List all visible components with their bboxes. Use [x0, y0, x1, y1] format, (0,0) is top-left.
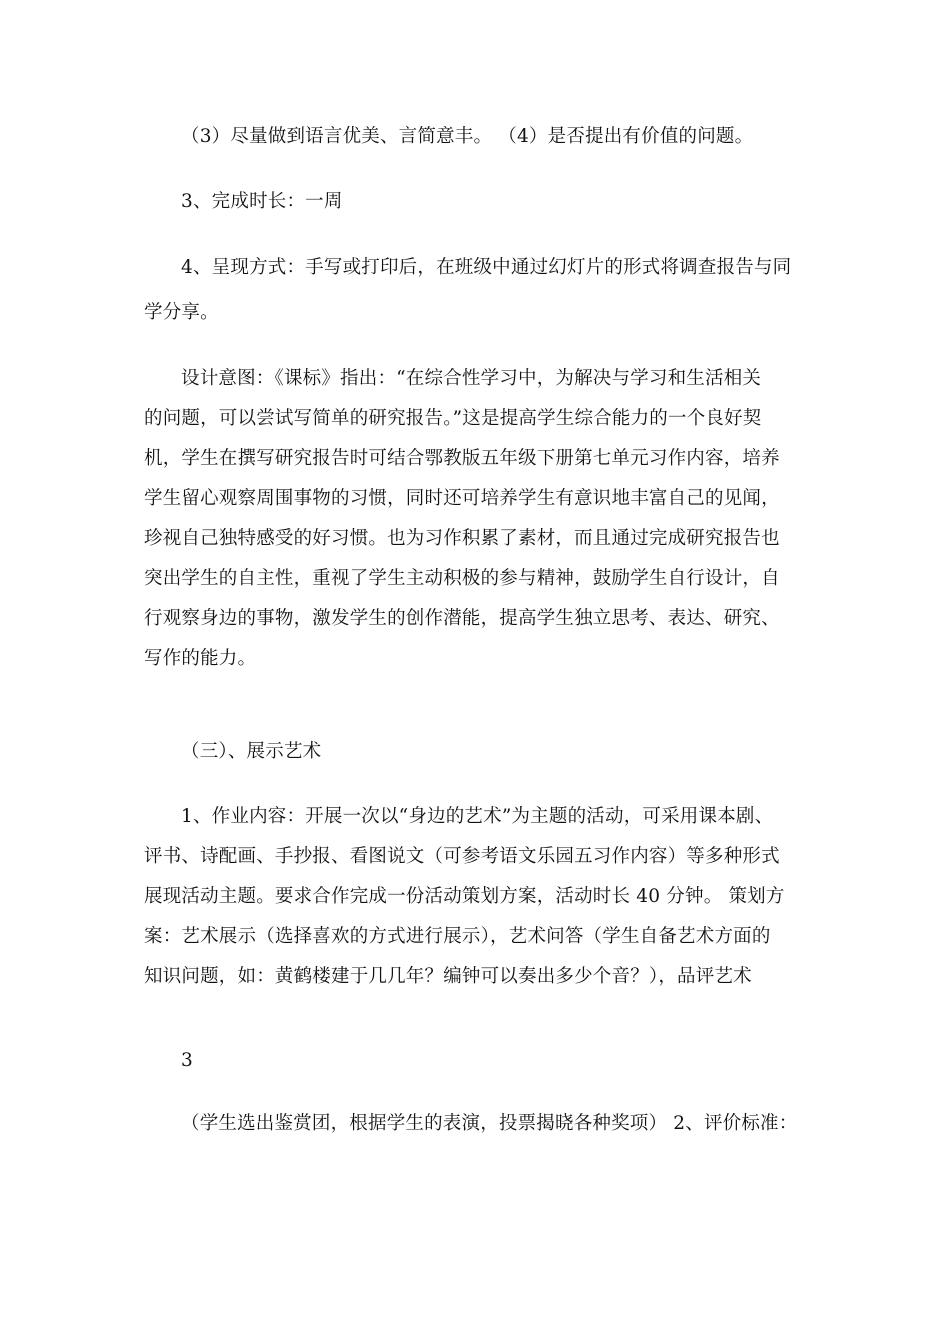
duration-line: 3、完成时长：一周	[181, 191, 343, 212]
task-line: 1、作业内容：开展一次以“身边的艺术”为主题的活动，可采用课本剧、	[181, 806, 774, 827]
task-paragraph	[144, 797, 809, 997]
design-intent-paragraph	[144, 359, 809, 679]
design-intent-line: 突出学生的自主性，重视了学生主动积极的参与精神，鼓励学生自行设计，自	[144, 568, 780, 589]
task-line: 案：艺术展示（选择喜欢的方式进行展示），艺术问答（学生自备艺术方面的	[144, 926, 771, 947]
design-intent-line: 的问题，可以尝试写简单的研究报告。”这是提高学生综合能力的一个良好契	[144, 408, 762, 429]
design-intent-line: 行观察身边的事物，激发学生的创作潜能，提高学生独立思考、表达、研究、	[144, 608, 780, 629]
design-intent-line: 写作的能力。	[144, 648, 257, 669]
presentation-line-cont: 学分享。	[144, 302, 219, 323]
page-number: 3	[181, 1050, 193, 1071]
section-heading: （三）、展示艺术	[181, 741, 322, 762]
task-line: 展现活动主题。要求合作完成一份活动策划方案，活动时长 40 分钟。 策划方	[144, 886, 785, 907]
design-intent-line: 设计意图：《课标》指出：“在综合性学习中，为解决与学习和生活相关	[181, 368, 762, 389]
design-intent-line: 珍视自己独特感受的好习惯。也为习作积累了素材，而且通过完成研究报告也	[144, 528, 780, 549]
presentation-line: 4、呈现方式：手写或打印后，在班级中通过幻灯片的形式将调查报告与同	[181, 257, 792, 278]
task-line: 知识问题，如：黄鹤楼建于几几年？编钟可以奏出多少个音？），品评艺术	[144, 966, 752, 987]
task-line: 评书、诗配画、手抄报、看图说文（可参考语文乐园五习作内容）等多种形式	[144, 846, 780, 867]
criteria-line: （3）尽量做到语言优美、言简意丰。 （4）是否提出有价值的问题。	[181, 126, 754, 147]
continuation-line: （学生选出鉴赏团，根据学生的表演，投票揭晓各种奖项） 2、评价标准：	[181, 1113, 798, 1134]
design-intent-line: 学生留心观察周围事物的习惯，同时还可培养学生有意识地丰富自己的见闻，	[144, 488, 780, 509]
design-intent-line: 机，学生在撰写研究报告时可结合鄂教版五年级下册第七单元习作内容，培养	[144, 448, 780, 469]
